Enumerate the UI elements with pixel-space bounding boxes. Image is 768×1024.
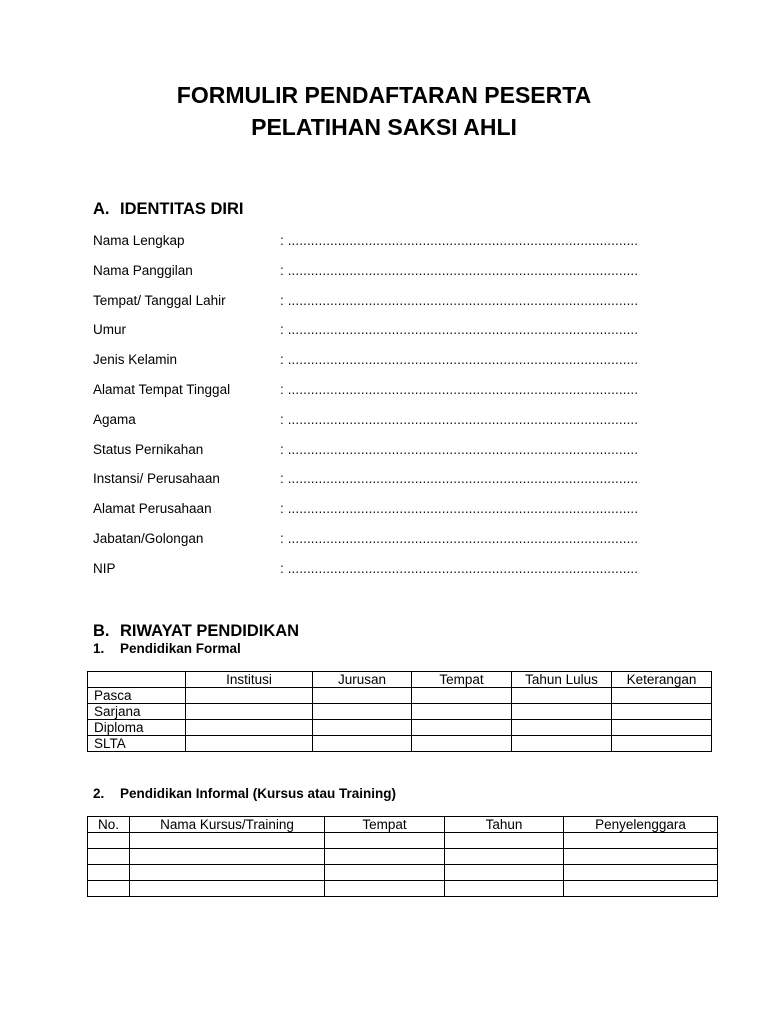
formal-table-header: Tahun Lulus xyxy=(512,672,612,688)
formal-table-cell[interactable] xyxy=(512,720,612,736)
identity-field-input[interactable]: : ........................................................................................... xyxy=(280,471,639,487)
identity-field-input[interactable]: : ........................................................................................... xyxy=(280,441,639,457)
formal-table-cell[interactable] xyxy=(612,704,712,720)
formal-row-label: Diploma xyxy=(88,720,186,736)
formal-table-cell[interactable] xyxy=(313,688,412,704)
formal-table-header: Jurusan xyxy=(313,672,412,688)
formal-education-num: 1. xyxy=(93,641,105,656)
section-a-title: IDENTITAS DIRI xyxy=(120,200,244,218)
section-b-heading xyxy=(93,622,299,641)
formal-table-cell[interactable] xyxy=(512,736,612,752)
formal-table-cell[interactable] xyxy=(186,736,313,752)
identity-field-label: Instansi/ Perusahaan xyxy=(93,471,220,487)
informal-education-title: Pendidikan Informal (Kursus atau Training) xyxy=(120,786,397,801)
identity-field-row xyxy=(93,322,683,342)
formal-education-heading xyxy=(93,641,241,656)
informal-table-cell[interactable] xyxy=(325,881,445,897)
formal-education-title: Pendidikan Formal xyxy=(120,641,241,656)
formal-table-cell[interactable] xyxy=(512,688,612,704)
identity-field-row xyxy=(93,233,683,253)
formal-table-cell[interactable] xyxy=(412,704,512,720)
formal-table-cell[interactable] xyxy=(186,704,313,720)
identity-field-input[interactable]: : ........................................................................................... xyxy=(280,411,639,427)
formal-table-cell[interactable] xyxy=(186,688,313,704)
formal-table-cell[interactable] xyxy=(412,736,512,752)
informal-table-cell[interactable] xyxy=(445,881,564,897)
formal-table-cell[interactable] xyxy=(512,704,612,720)
formal-table-header xyxy=(88,672,186,688)
identity-field-label: Nama Panggilan xyxy=(93,262,193,278)
identity-field-label: Alamat Perusahaan xyxy=(93,501,212,517)
informal-education-num: 2. xyxy=(93,786,105,801)
identity-field-label: Nama Lengkap xyxy=(93,233,185,248)
informal-education-heading xyxy=(93,786,396,801)
informal-table-cell[interactable] xyxy=(445,849,564,865)
informal-table-cell[interactable] xyxy=(88,865,130,881)
informal-table-cell[interactable] xyxy=(445,833,564,849)
informal-table-header: Tahun xyxy=(445,817,564,833)
informal-table-cell[interactable] xyxy=(564,833,718,849)
table-row xyxy=(88,720,712,736)
informal-table-cell[interactable] xyxy=(130,865,325,881)
identity-field-row xyxy=(93,561,683,581)
identity-field-input[interactable]: : ........................................................................................... xyxy=(280,531,639,546)
formal-education-table xyxy=(87,671,712,752)
table-row xyxy=(88,881,718,897)
formal-table-cell[interactable] xyxy=(612,720,712,736)
informal-table-cell[interactable] xyxy=(130,849,325,865)
table-row xyxy=(88,688,712,704)
formal-table-cell[interactable] xyxy=(313,720,412,736)
formal-table-cell[interactable] xyxy=(313,736,412,752)
identity-field-label: Status Pernikahan xyxy=(93,441,204,457)
informal-table-cell[interactable] xyxy=(325,865,445,881)
identity-field-label: Agama xyxy=(93,411,136,427)
informal-table-cell[interactable] xyxy=(445,865,564,881)
informal-table-cell[interactable] xyxy=(130,833,325,849)
form-title-line-1: FORMULIR PENDAFTARAN PESERTA xyxy=(176,82,592,108)
identity-field-row xyxy=(93,352,683,372)
identity-field-row xyxy=(93,382,683,402)
informal-table-cell[interactable] xyxy=(130,881,325,897)
identity-field-input[interactable]: : ........................................................................................... xyxy=(280,352,639,368)
informal-table-header: Penyelenggara xyxy=(564,817,718,833)
formal-table-header: Tempat xyxy=(412,672,512,688)
identity-field-label: NIP xyxy=(93,560,116,576)
informal-table-header: Tempat xyxy=(325,817,445,833)
identity-field-row xyxy=(93,412,683,432)
identity-field-row xyxy=(93,471,683,491)
informal-table-cell[interactable] xyxy=(325,833,445,849)
form-title-line-2: PELATIHAN SAKSI AHLI xyxy=(251,114,517,140)
formal-row-label: SLTA xyxy=(88,736,186,752)
informal-table-cell[interactable] xyxy=(564,881,718,897)
section-b-letter: B. xyxy=(93,622,110,640)
identity-field-input[interactable]: : ........................................................................................... xyxy=(280,560,639,576)
formal-row-label: Pasca xyxy=(88,688,186,704)
formal-table-cell[interactable] xyxy=(612,688,712,704)
identity-field-input[interactable]: : ........................................................................................... xyxy=(280,322,639,338)
informal-table-header: Nama Kursus/Training xyxy=(130,817,325,833)
informal-education-table xyxy=(87,816,718,897)
section-a-letter: A. xyxy=(93,200,110,218)
informal-table-cell[interactable] xyxy=(564,849,718,865)
informal-table-cell[interactable] xyxy=(564,865,718,881)
identity-field-input[interactable]: : ........................................................................................... xyxy=(280,501,639,517)
identity-field-label: Jabatan/Golongan xyxy=(93,531,204,546)
formal-table-cell[interactable] xyxy=(186,720,313,736)
section-a-heading xyxy=(93,200,243,219)
formal-table-cell[interactable] xyxy=(313,704,412,720)
identity-field-row xyxy=(93,263,683,283)
identity-field-row xyxy=(93,442,683,462)
identity-field-row xyxy=(93,293,683,313)
table-row xyxy=(88,704,712,720)
formal-row-label: Sarjana xyxy=(88,704,186,720)
formal-table-cell[interactable] xyxy=(412,688,512,704)
informal-table-cell[interactable] xyxy=(88,833,130,849)
informal-table-cell[interactable] xyxy=(325,849,445,865)
table-row xyxy=(88,849,718,865)
section-b-title: RIWAYAT PENDIDIKAN xyxy=(120,622,300,640)
identity-field-input[interactable]: : ........................................................................................... xyxy=(280,382,639,397)
table-row xyxy=(88,833,718,849)
identity-field-input[interactable]: : ........................................................................................... xyxy=(280,262,639,278)
table-row xyxy=(88,736,712,752)
identity-field-input[interactable]: : ........................................................................................... xyxy=(280,233,639,248)
identity-field-row xyxy=(93,501,683,521)
formal-table-cell[interactable] xyxy=(412,720,512,736)
formal-table-header: Keterangan xyxy=(612,672,712,688)
informal-table-cell[interactable] xyxy=(88,881,130,897)
identity-field-input[interactable]: : ........................................................................................... xyxy=(280,292,639,308)
identity-field-label: Jenis Kelamin xyxy=(93,352,178,368)
identity-field-label: Alamat Tempat Tinggal xyxy=(93,382,231,397)
formal-table-cell[interactable] xyxy=(612,736,712,752)
identity-field-label: Umur xyxy=(93,322,126,338)
identity-field-row xyxy=(93,531,683,551)
formal-table-header: Institusi xyxy=(186,672,313,688)
table-row xyxy=(88,865,718,881)
identity-field-label: Tempat/ Tanggal Lahir xyxy=(93,292,226,308)
informal-table-header: No. xyxy=(88,817,130,833)
informal-table-cell[interactable] xyxy=(88,849,130,865)
